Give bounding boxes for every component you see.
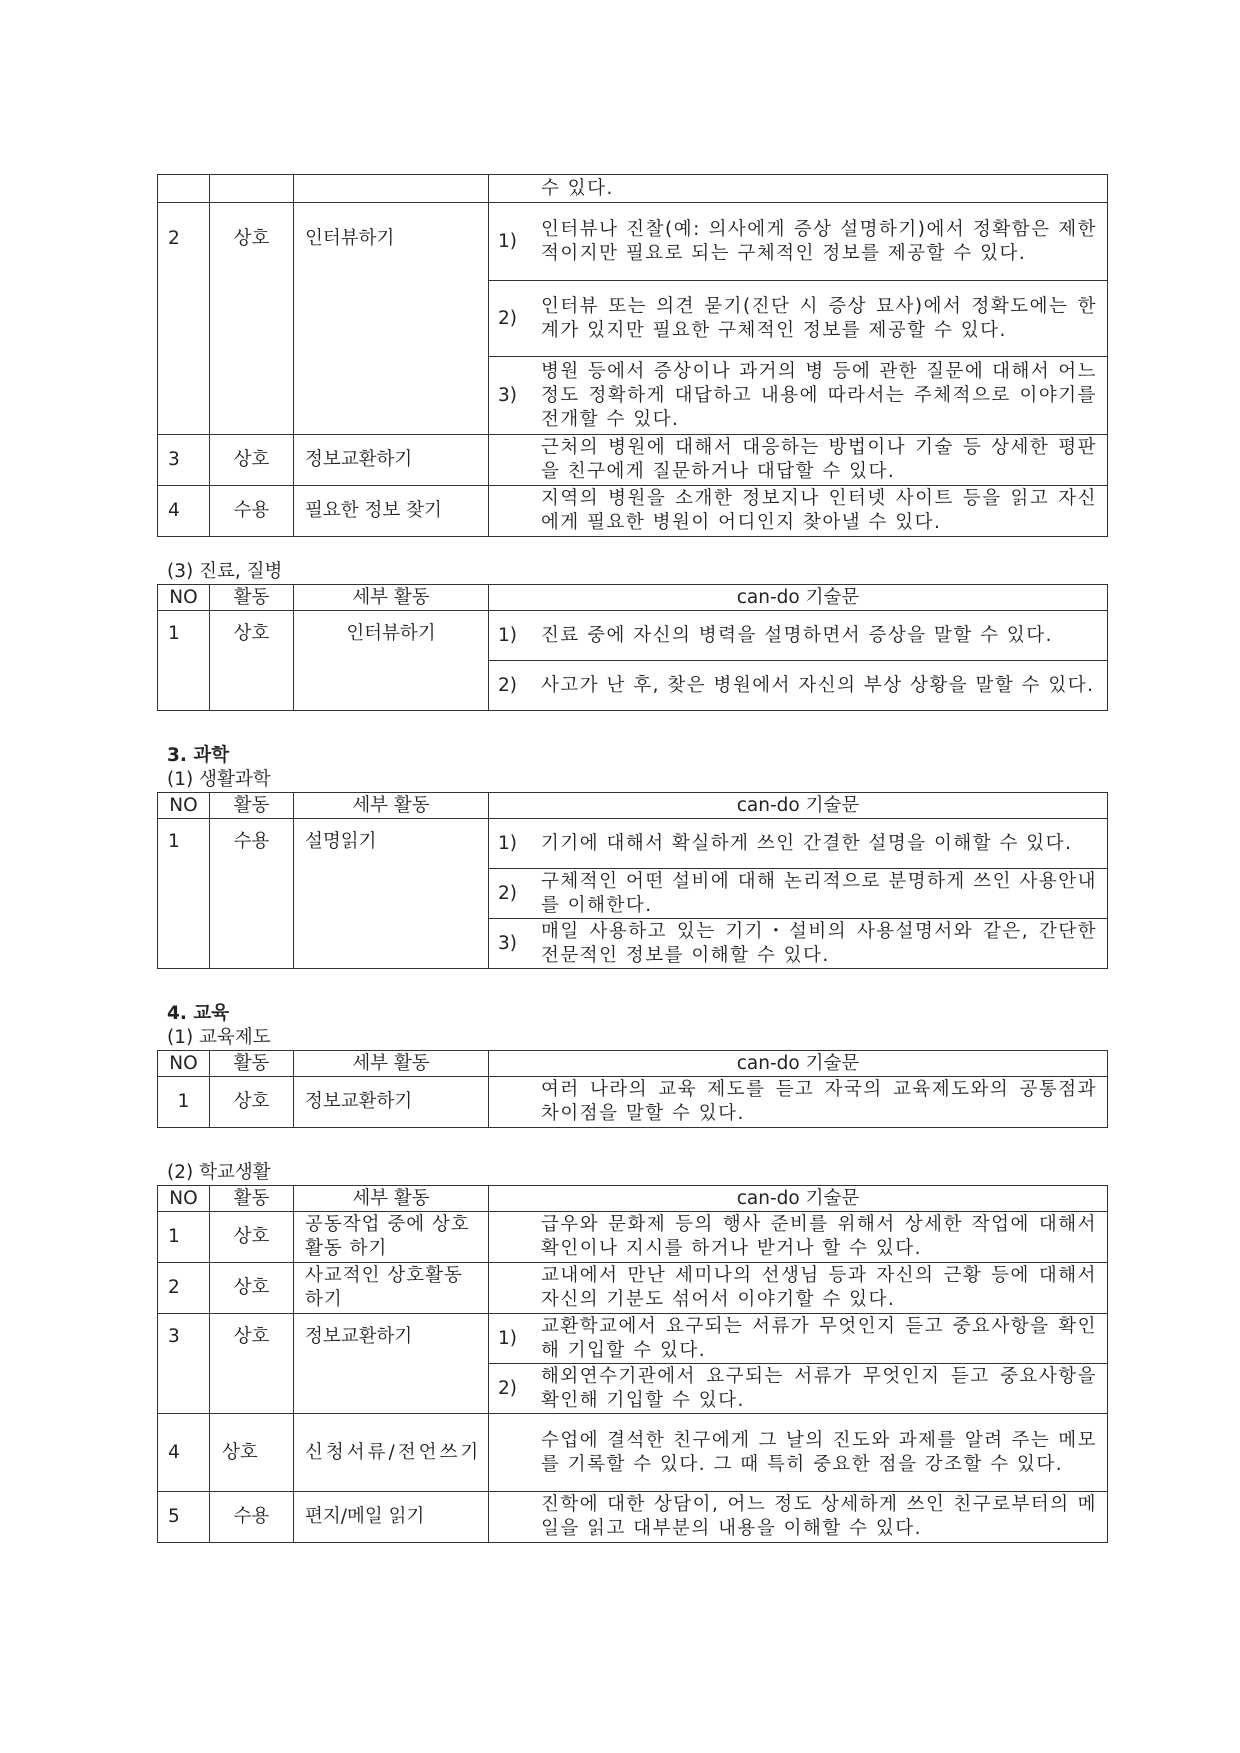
table-header-row: [158, 1051, 1108, 1077]
cando-text: 진료 중에 자신의 병력을 설명하면서 증상을 말할 수 있다.: [541, 624, 1053, 646]
header-cando: can-do 기술문: [489, 1186, 1108, 1212]
row-no: 5: [158, 1492, 210, 1543]
item-number: 2): [498, 882, 517, 904]
row-detail: 사교적인 상호활동 하기: [294, 1263, 489, 1314]
header-detail: 세부 활동: [294, 585, 489, 611]
section-heading: 4. 교육: [167, 1003, 230, 1024]
row-detail: 설명읽기: [294, 819, 489, 969]
item-number: 1): [498, 832, 517, 854]
header-no: NO: [158, 1186, 210, 1212]
cando-text: 교환학교에서 요구되는 서류가 무엇인지 듣고 중요사항을 확인해 기입할 수 있다.: [541, 1315, 1097, 1361]
row-activity: 상호: [210, 435, 294, 486]
item-number: 2): [498, 307, 517, 329]
row-activity: 상호: [210, 611, 294, 711]
item-number: 2): [498, 1377, 517, 1399]
section-heading: 3. 과학: [167, 745, 230, 766]
row-no: 3: [158, 1314, 210, 1414]
item-number: 3): [498, 384, 517, 406]
item-number: 1): [498, 230, 517, 252]
table-healthcare-continued: [157, 174, 1108, 537]
row-activity: 수용: [210, 819, 294, 969]
row-no: 2: [158, 1263, 210, 1314]
table-row: [158, 435, 1108, 486]
row-detail: 인터뷰하기: [294, 611, 489, 711]
row-activity: 수용: [210, 1492, 294, 1543]
section-title: (3) 진료, 질병: [167, 561, 283, 582]
table-row: [158, 1492, 1108, 1543]
header-no: NO: [158, 793, 210, 819]
row-no: 1: [158, 611, 210, 711]
row-detail: 공동작업 중에 상호활동 하기: [294, 1212, 489, 1263]
cando-text: 인터뷰 또는 의견 묻기(진단 시 증상 묘사)에서 정확도에는 한계가 있지만 필요한 구체적인 정보를 제공할 수 있다.: [541, 295, 1097, 341]
table-row: [158, 819, 1108, 869]
row-no: 4: [158, 486, 210, 537]
row-detail: 필요한 정보 찾기: [294, 486, 489, 537]
row-activity: 상호: [210, 1212, 294, 1263]
cando-text: 수 있다.: [541, 177, 614, 199]
table-header-row: [158, 793, 1108, 819]
table-row: [158, 611, 1108, 661]
header-activity: 활동: [210, 1186, 294, 1212]
item-number: 1): [498, 1327, 517, 1349]
header-activity: 활동: [210, 793, 294, 819]
row-detail: 신청서류/전언쓰기: [294, 1414, 489, 1492]
row-activity: 상호: [210, 203, 294, 435]
section-title: (1) 교육제도: [167, 1027, 271, 1048]
row-detail: 편지/메일 읽기: [294, 1492, 489, 1543]
header-cando: can-do 기술문: [489, 793, 1108, 819]
header-detail: 세부 활동: [294, 793, 489, 819]
header-no: NO: [158, 585, 210, 611]
cando-text: 수업에 결석한 친구에게 그 날의 진도와 과제를 알려 주는 메모를 기록할 수 있다. 그 때 특히 중요한 점을 강조할 수 있다.: [541, 1429, 1097, 1475]
table-row: [158, 1263, 1108, 1314]
document-page: [157, 174, 1107, 1543]
cando-text: 근처의 병원에 대해서 대응하는 방법이나 기술 등 상세한 평판을 친구에게 질문하거나 대답할 수 있다.: [541, 437, 1097, 482]
row-no: 1: [158, 819, 210, 969]
section-title: (2) 학교생활: [167, 1162, 271, 1183]
cando-text: 급우와 문화제 등의 행사 준비를 위해서 상세한 작업에 대해서 확인이나 지시를 하거나 받거나 할 수 있다.: [541, 1214, 1097, 1259]
header-activity: 활동: [210, 1051, 294, 1077]
header-cando: can-do 기술문: [489, 1051, 1108, 1077]
row-activity: 상호: [210, 1314, 294, 1414]
table-science: [157, 792, 1108, 969]
cando-text: 해외연수기관에서 요구되는 서류가 무엇인지 듣고 중요사항을 확인해 기입할 수 있다.: [541, 1365, 1097, 1411]
row-no: 1: [158, 1077, 210, 1128]
cando-text: 지역의 병원을 소개한 정보지나 인터넷 사이트 등을 읽고 자신에게 필요한 병원이 어디인지 찾아낼 수 있다.: [541, 488, 1097, 533]
row-no: 2: [158, 203, 210, 435]
row-no: 3: [158, 435, 210, 486]
header-detail: 세부 활동: [294, 1186, 489, 1212]
row-activity: 상호: [210, 1414, 294, 1492]
table-education-system: [157, 1050, 1108, 1128]
row-detail: 인터뷰하기: [294, 203, 489, 435]
header-detail: 세부 활동: [294, 1051, 489, 1077]
row-activity: 수용: [210, 486, 294, 537]
table-school-life: [157, 1185, 1108, 1543]
cando-text: 여러 나라의 교육 제도를 듣고 자국의 교육제도와의 공통점과 차이점을 말할 수 있다.: [541, 1079, 1097, 1124]
cando-text: 병원 등에서 증상이나 과거의 병 등에 관한 질문에 대해서 어느 정도 정확하게 대답하고 내용에 따라서는 주체적으로 이야기를 전개할 수 있다.: [541, 360, 1097, 430]
header-activity: 활동: [210, 585, 294, 611]
row-activity: 상호: [210, 1077, 294, 1128]
section-title: (1) 생활과학: [167, 769, 271, 790]
cando-text: 기기에 대해서 확실하게 쓰인 간결한 설명을 이해할 수 있다.: [541, 832, 1073, 854]
cando-text: 구체적인 어떤 설비에 대해 논리적으로 분명하게 쓰인 사용안내를 이해한다.: [541, 870, 1097, 916]
table-row: [158, 175, 1108, 203]
table-header-row: [158, 585, 1108, 611]
cando-text: 교내에서 만난 세미나의 선생님 등과 자신의 근황 등에 대해서 자신의 기분도 섞어서 이야기할 수 있다.: [541, 1265, 1097, 1310]
table-row: [158, 1077, 1108, 1128]
item-number: 3): [498, 932, 517, 954]
row-no: 1: [158, 1212, 210, 1263]
table-header-row: [158, 1186, 1108, 1212]
item-number: 1): [498, 624, 517, 646]
row-no: 4: [158, 1414, 210, 1492]
cando-text: 매일 사용하고 있는 기기・설비의 사용설명서와 같은, 간단한 전문적인 정보를 이해할 수 있다.: [541, 920, 1097, 966]
table-row: [158, 1414, 1108, 1492]
table-row: [158, 203, 1108, 281]
cando-text: 인터뷰나 진찰(예: 의사에게 증상 설명하기)에서 정확함은 제한적이지만 필요로 되는 구체적인 정보를 제공할 수 있다.: [541, 218, 1097, 264]
cando-text: 사고가 난 후, 찾은 병원에서 자신의 부상 상황을 말할 수 있다.: [541, 674, 1095, 696]
row-activity: 상호: [210, 1263, 294, 1314]
header-cando: can-do 기술문: [489, 585, 1108, 611]
cando-text: 진학에 대한 상담이, 어느 정도 상세하게 쓰인 친구로부터의 메일을 읽고 대부분의 내용을 이해할 수 있다.: [541, 1494, 1097, 1539]
table-medical: [157, 584, 1108, 711]
table-row: [158, 1212, 1108, 1263]
row-detail: 정보교환하기: [294, 435, 489, 486]
table-row: [158, 486, 1108, 537]
table-row: [158, 1314, 1108, 1364]
row-detail: 정보교환하기: [294, 1077, 489, 1128]
header-no: NO: [158, 1051, 210, 1077]
item-number: 2): [498, 674, 517, 696]
row-detail: 정보교환하기: [294, 1314, 489, 1414]
